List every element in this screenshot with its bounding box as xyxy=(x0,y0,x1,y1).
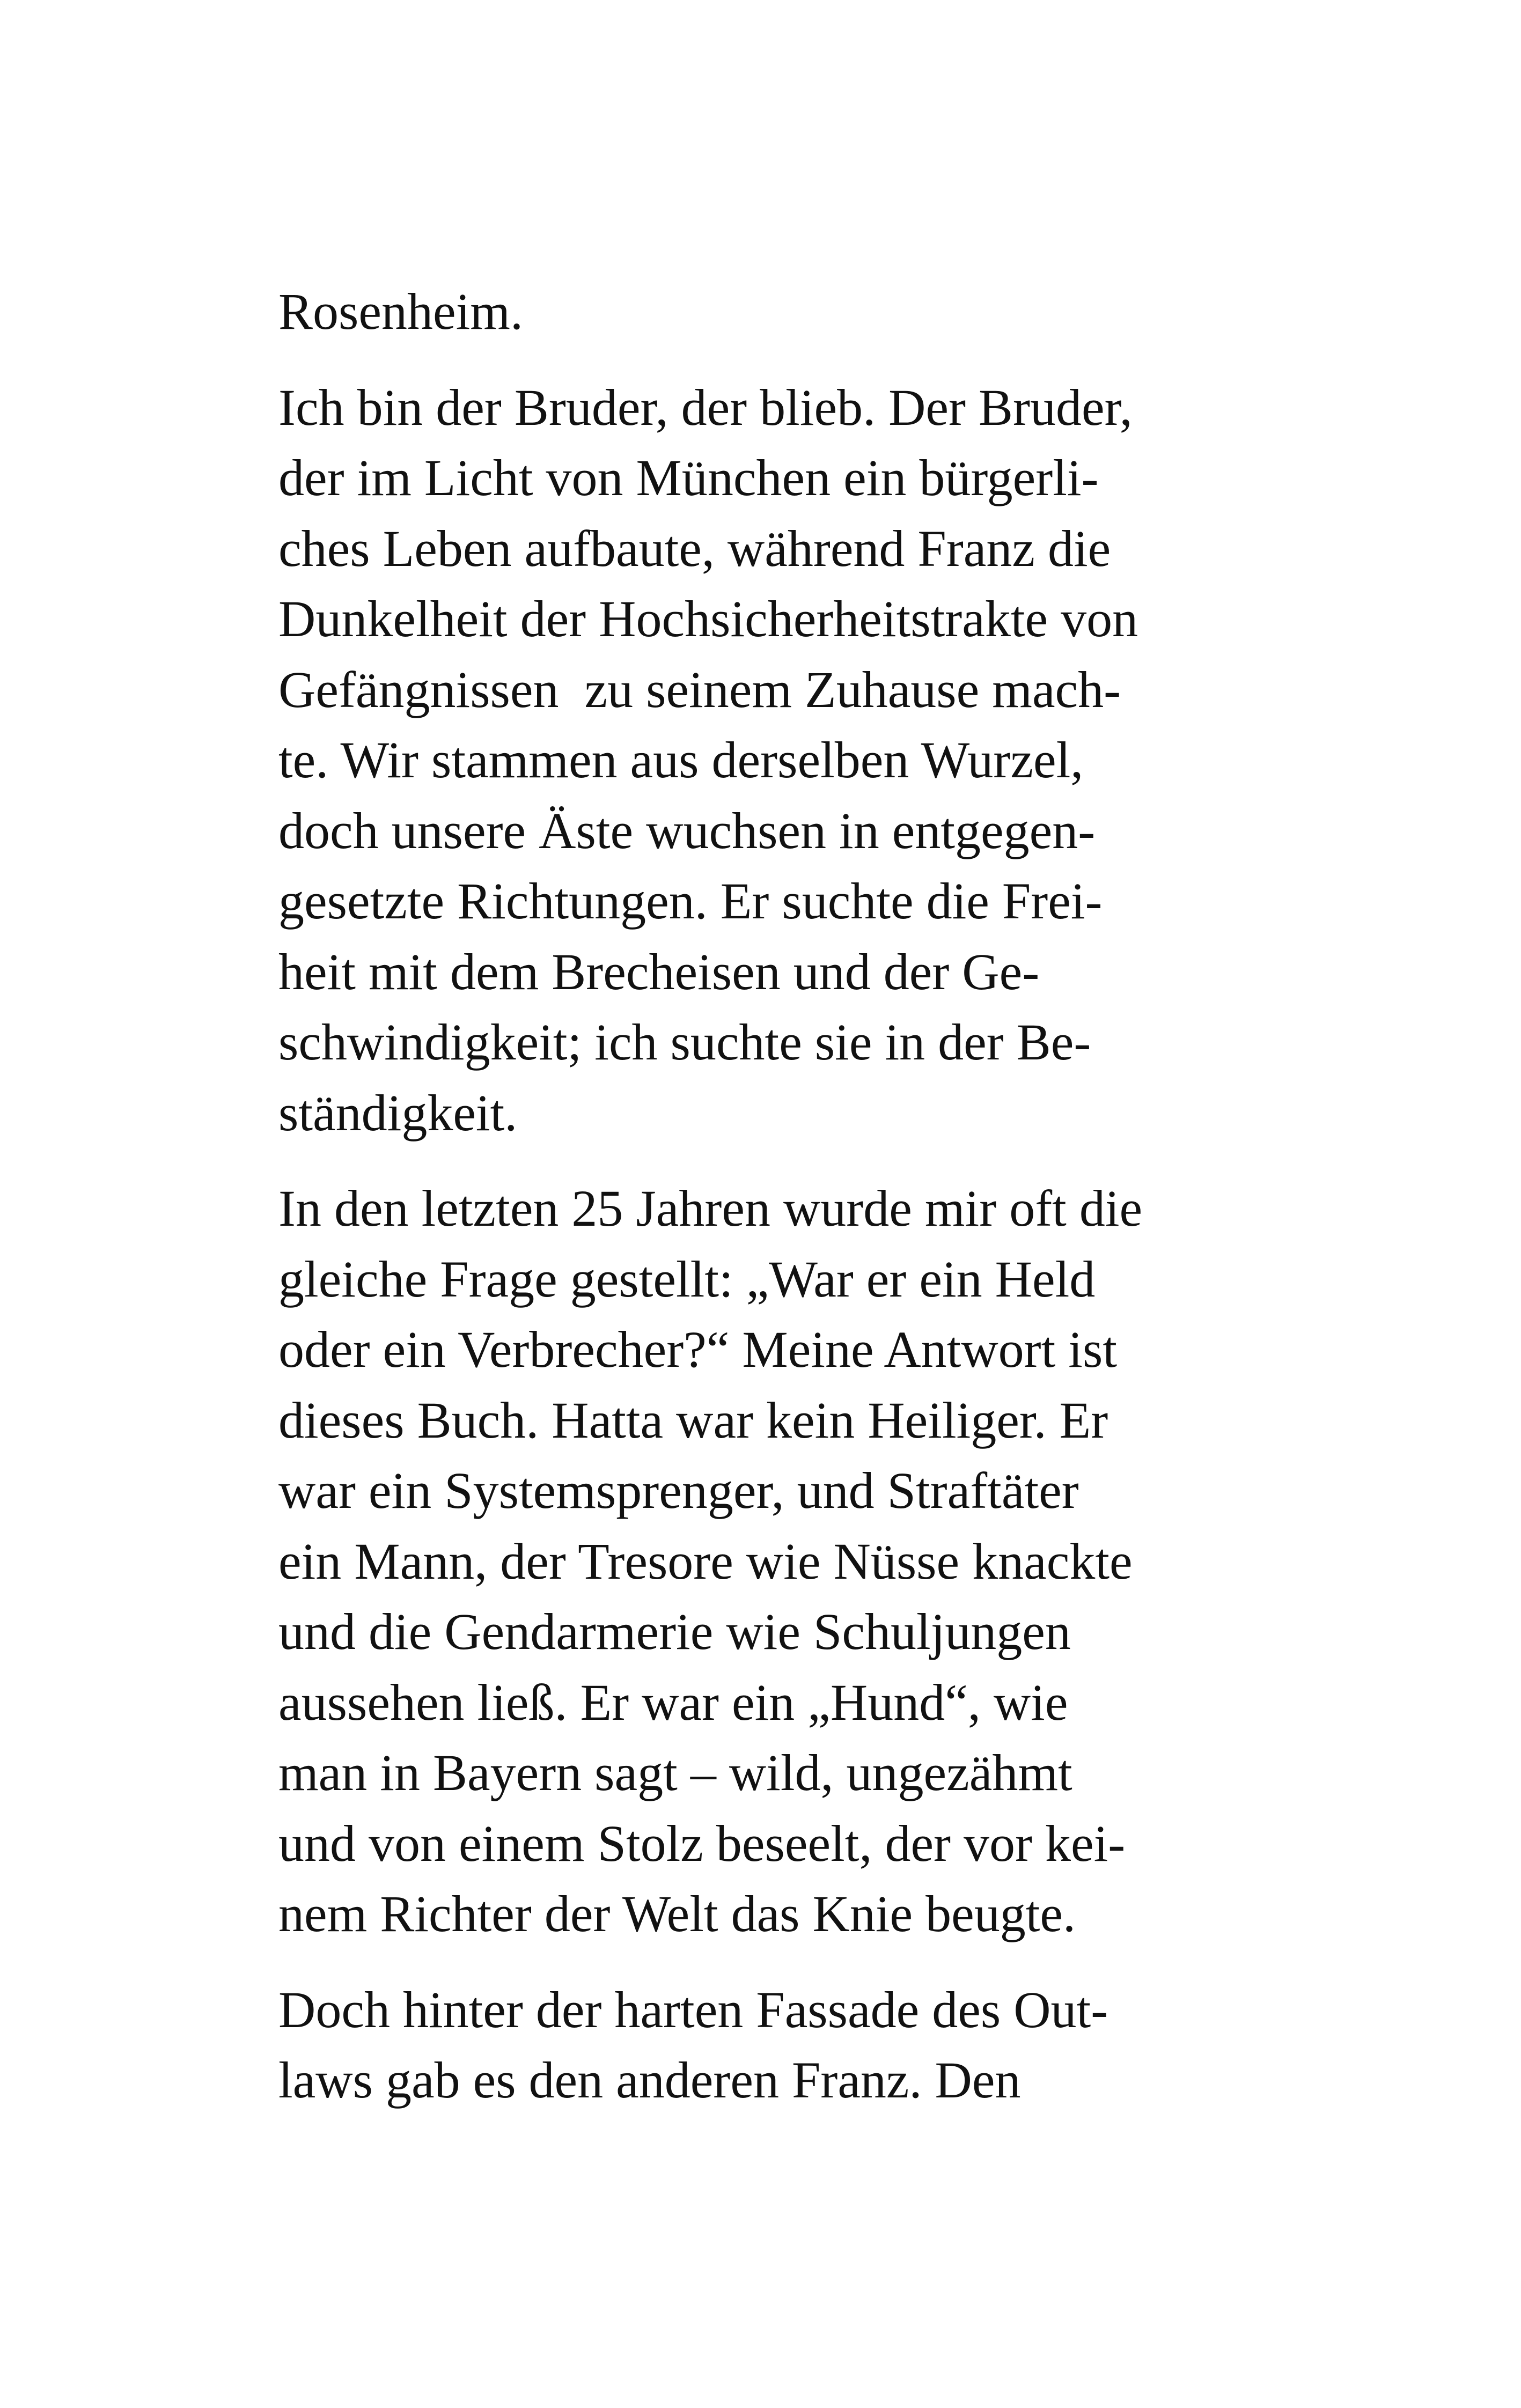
text-line: ein Mann, der Tresore wie Nüsse knackte xyxy=(278,1532,1133,1590)
text-line: ches Leben aufbaute, während Franz die xyxy=(278,519,1111,577)
text-line: gleiche Frage gestellt: „War er ein Held xyxy=(278,1250,1096,1308)
text-line: Ich bin der Bruder, der blieb. Der Bruder, xyxy=(278,378,1133,436)
text-line: ständigkeit. xyxy=(278,1084,518,1142)
text-line: Doch hinter der harten Fassade des Out- xyxy=(278,1980,1108,2038)
text-line: und die Gendarmerie wie Schuljungen xyxy=(278,1603,1071,1660)
text-line: der im Licht von München ein bürgerli- xyxy=(278,449,1099,506)
text-line: schwindigkeit; ich suchte sie in der Be- xyxy=(278,1013,1091,1071)
text-line: laws gab es den anderen Franz. Den xyxy=(278,2051,1021,2109)
text-line: Rosenheim. xyxy=(278,283,523,340)
text-line: gesetzte Richtungen. Er suchte die Frei- xyxy=(278,872,1103,930)
text-line: aussehen ließ. Er war ein „Hund“, wie xyxy=(278,1673,1068,1731)
text-line: nem Richter der Welt das Knie beugte. xyxy=(278,1885,1076,1942)
text-line: doch unsere Äste wuchsen in entgegen- xyxy=(278,801,1096,859)
body-text xyxy=(278,276,1255,2141)
text-line: In den letzten 25 Jahren wurde mir oft die xyxy=(278,1180,1143,1237)
text-line: man in Bayern sagt – wild, ungezähmt xyxy=(278,1744,1072,1801)
text-line: und von einem Stolz beseelt, der vor kei- xyxy=(278,1814,1126,1872)
text-line: Gefängnissen zu seinem Zuhause mach- xyxy=(278,660,1121,718)
paragraph-3 xyxy=(278,1173,1255,1949)
text-line: te. Wir stammen aus derselben Wurzel, xyxy=(278,731,1084,789)
text-line: oder ein Verbrecher?“ Meine Antwort ist xyxy=(278,1321,1117,1378)
paragraph-4 xyxy=(278,1975,1255,2116)
paragraph-2 xyxy=(278,372,1255,1148)
text-line: Dunkelheit der Hochsicherheitstrakte von xyxy=(278,590,1138,647)
text-line: dieses Buch. Hatta war kein Heiliger. Er xyxy=(278,1391,1108,1449)
text-line: heit mit dem Brecheisen und der Ge- xyxy=(278,942,1040,1000)
paragraph-1 xyxy=(278,276,1255,347)
text-line: war ein Systemsprenger, und Straftäter xyxy=(278,1462,1079,1519)
